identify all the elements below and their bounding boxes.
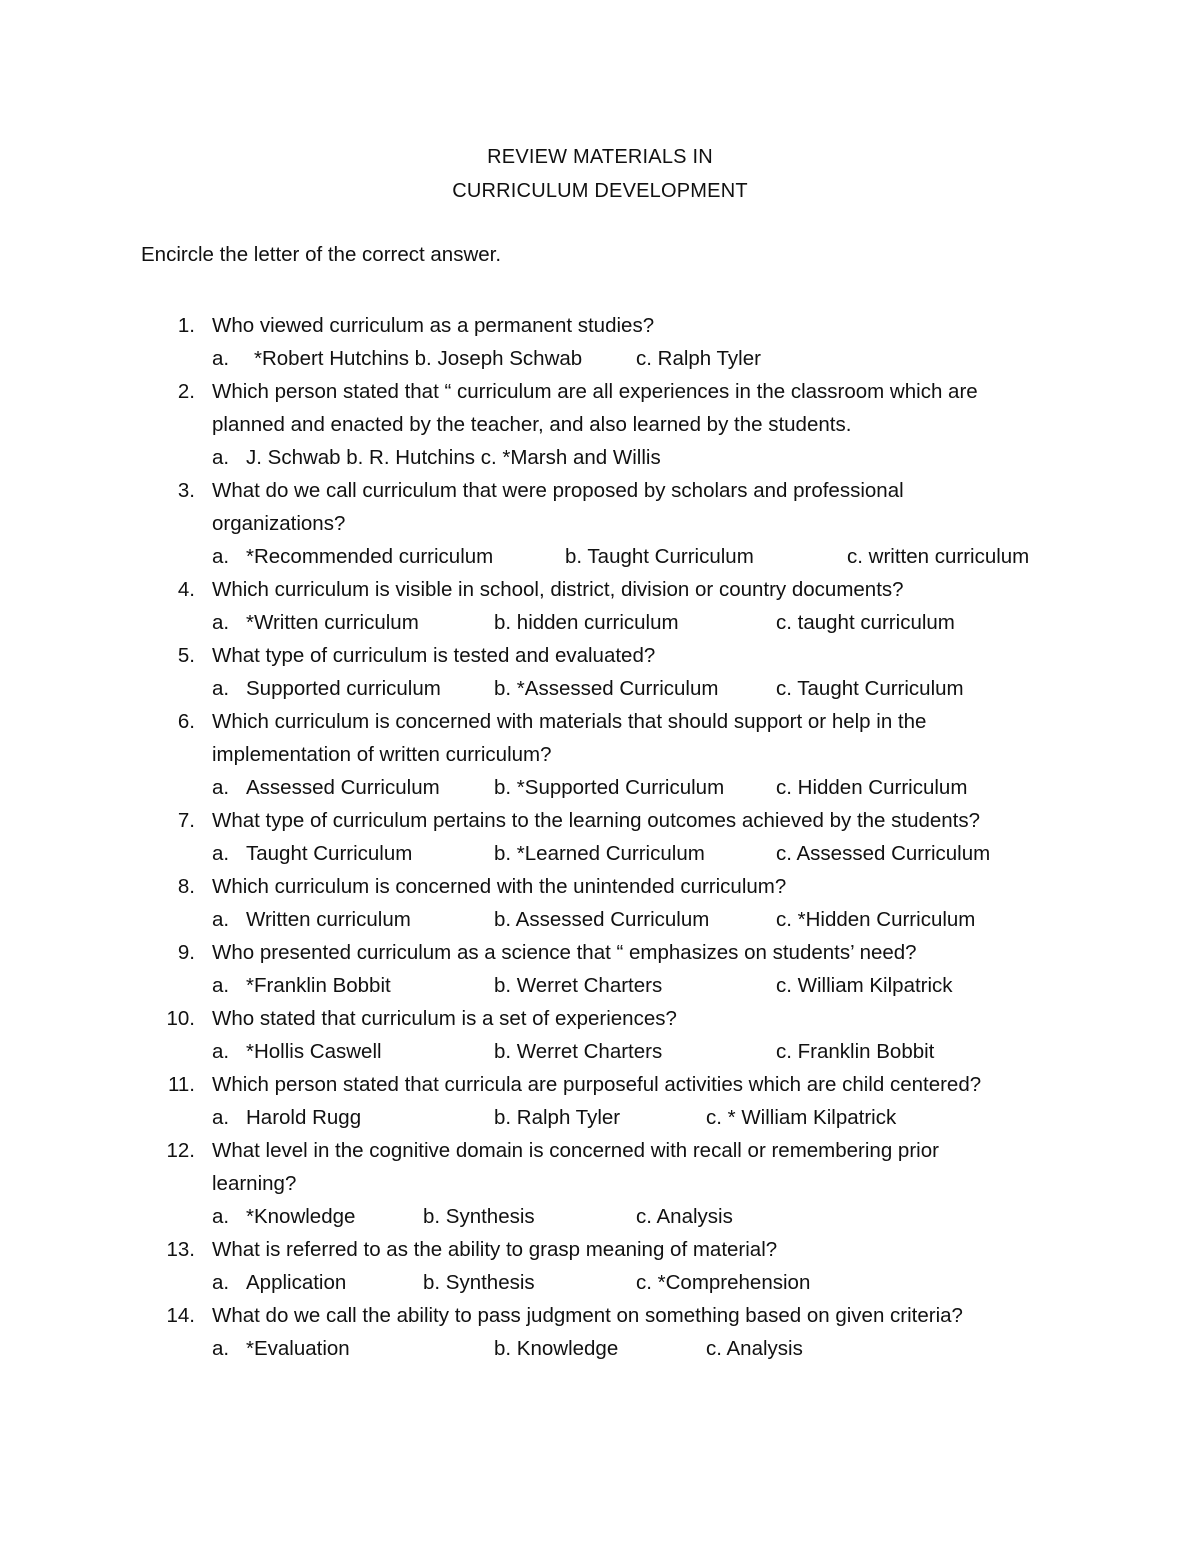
answer-option: *Knowledge — [246, 1205, 356, 1228]
question-line — [0, 573, 1200, 606]
document-title-line-1: REVIEW MATERIALS IN — [487, 146, 713, 168]
answer-option: Application — [246, 1271, 347, 1294]
answer-option: c. Taught Curriculum — [776, 677, 964, 700]
answer-option: c. Ralph Tyler — [636, 347, 761, 370]
answer-option: b. Assessed Curriculum — [494, 908, 710, 931]
answer-option: b. *Assessed Curriculum — [494, 677, 719, 700]
option-letter: a. — [212, 1337, 230, 1360]
answer-option: *Evaluation — [246, 1337, 350, 1360]
answer-option: Taught Curriculum — [246, 842, 413, 865]
answer-option: b. hidden curriculum — [494, 611, 679, 634]
answer-option: b. Synthesis — [423, 1205, 535, 1228]
answer-options-row — [0, 540, 1200, 573]
option-letter: a. — [212, 347, 230, 370]
option-letter: a. — [212, 974, 230, 997]
question-line — [0, 408, 1200, 441]
question-list — [0, 309, 1200, 1365]
answer-options-row — [0, 1035, 1200, 1068]
answer-option: c. taught curriculum — [776, 611, 955, 634]
question-line — [0, 870, 1200, 903]
question-line — [0, 1068, 1200, 1101]
question-line — [0, 474, 1200, 507]
answer-options-row — [0, 1332, 1200, 1365]
answer-options-row — [0, 903, 1200, 936]
question-text: implementation of written curriculum? — [212, 743, 552, 766]
document-title-line-2: CURRICULUM DEVELOPMENT — [452, 180, 748, 202]
answer-option: b. Knowledge — [494, 1337, 619, 1360]
question-line — [0, 705, 1200, 738]
answer-option: *Hollis Caswell — [246, 1040, 382, 1063]
question-number: 8. — [177, 875, 195, 898]
answer-options-row — [0, 441, 1200, 474]
question-number: 5. — [177, 644, 195, 667]
question-number: 11. — [168, 1073, 195, 1096]
question-number: 10. — [166, 1007, 195, 1030]
option-letter: a. — [212, 446, 230, 469]
question-text: What is referred to as the ability to grasp meaning of material? — [212, 1238, 778, 1261]
answer-option: c. Analysis — [706, 1337, 803, 1360]
answer-option: b. Werret Charters — [494, 1040, 663, 1063]
answer-option: c. Franklin Bobbit — [776, 1040, 935, 1063]
answer-option: *Written curriculum — [246, 611, 419, 634]
answer-option: b. Werret Charters — [494, 974, 663, 997]
question-text: planned and enacted by the teacher, and also learned by the students. — [212, 413, 852, 436]
answer-option: J. Schwab b. R. Hutchins c. *Marsh and Willis — [246, 446, 661, 469]
option-letter: a. — [212, 908, 230, 931]
question-text: Which curriculum is visible in school, district, division or country documents? — [212, 578, 904, 601]
answer-option: c. *Hidden Curriculum — [776, 908, 976, 931]
question-line — [0, 639, 1200, 672]
question-text: Who presented curriculum as a science that “ emphasizes on students’ need? — [212, 941, 917, 964]
question-text: Who viewed curriculum as a permanent studies? — [212, 314, 655, 337]
answer-option: *Robert Hutchins b. Joseph Schwab — [254, 347, 583, 370]
answer-option: c. Analysis — [636, 1205, 733, 1228]
option-letter: a. — [212, 611, 230, 634]
answer-options-row — [0, 1266, 1200, 1299]
answer-option: c. Assessed Curriculum — [776, 842, 991, 865]
question-text: What type of curriculum pertains to the learning outcomes achieved by the students? — [212, 809, 981, 832]
answer-options-row — [0, 672, 1200, 705]
question-text: What do we call the ability to pass judgment on something based on given criteria? — [212, 1304, 963, 1327]
answer-option: Written curriculum — [246, 908, 411, 931]
question-number: 7. — [177, 809, 195, 832]
option-letter: a. — [212, 677, 230, 700]
question-text: What type of curriculum is tested and evaluated? — [212, 644, 656, 667]
question-text: What level in the cognitive domain is concerned with recall or remembering prior — [212, 1139, 939, 1162]
option-letter: a. — [212, 545, 230, 568]
answer-option: c. *Comprehension — [636, 1271, 811, 1294]
answer-option: Supported curriculum — [246, 677, 441, 700]
option-letter: a. — [212, 776, 230, 799]
answer-options-row — [0, 771, 1200, 804]
answer-option: b. *Learned Curriculum — [494, 842, 705, 865]
question-number: 6. — [177, 710, 195, 733]
question-line — [0, 936, 1200, 969]
answer-options-row — [0, 1200, 1200, 1233]
answer-option: c. * William Kilpatrick — [706, 1106, 897, 1129]
question-number: 4. — [177, 578, 195, 601]
question-line — [0, 1299, 1200, 1332]
question-text: Which curriculum is concerned with the unintended curriculum? — [212, 875, 787, 898]
answer-options-row — [0, 606, 1200, 639]
question-number: 13. — [166, 1238, 195, 1261]
answer-option: b. *Supported Curriculum — [494, 776, 725, 799]
question-number: 2. — [177, 380, 195, 403]
question-number: 9. — [177, 941, 195, 964]
option-letter: a. — [212, 1205, 230, 1228]
question-line — [0, 1002, 1200, 1035]
question-number: 1. — [177, 314, 195, 337]
instruction-text: Encircle the letter of the correct answer. — [141, 243, 502, 266]
question-number: 3. — [177, 479, 195, 502]
question-number: 12. — [166, 1139, 195, 1162]
question-number: 14. — [166, 1304, 195, 1327]
option-letter: a. — [212, 1040, 230, 1063]
answer-option: Harold Rugg — [246, 1106, 362, 1129]
question-line — [0, 1167, 1200, 1200]
question-line — [0, 804, 1200, 837]
question-text: learning? — [212, 1172, 297, 1195]
question-text: Which person stated that “ curriculum are all experiences in the classroom which are — [212, 380, 978, 403]
answer-option: c. Hidden Curriculum — [776, 776, 968, 799]
answer-option: b. Ralph Tyler — [494, 1106, 621, 1129]
option-letter: a. — [212, 842, 230, 865]
question-text: Which person stated that curricula are purposeful activities which are child centered? — [212, 1073, 982, 1096]
question-text: organizations? — [212, 512, 346, 535]
question-line — [0, 1233, 1200, 1266]
answer-option: Assessed Curriculum — [246, 776, 440, 799]
question-line — [0, 375, 1200, 408]
answer-option: *Franklin Bobbit — [246, 974, 391, 997]
question-line — [0, 507, 1200, 540]
answer-options-row — [0, 342, 1200, 375]
question-line — [0, 309, 1200, 342]
answer-options-row — [0, 969, 1200, 1002]
answer-option: c. written curriculum — [847, 545, 1030, 568]
question-line — [0, 1134, 1200, 1167]
answer-option: b. Taught Curriculum — [565, 545, 754, 568]
option-letter: a. — [212, 1106, 230, 1129]
answer-option: b. Synthesis — [423, 1271, 535, 1294]
option-letter: a. — [212, 1271, 230, 1294]
answer-option: c. William Kilpatrick — [776, 974, 953, 997]
question-text: What do we call curriculum that were proposed by scholars and professional — [212, 479, 904, 502]
question-line — [0, 738, 1200, 771]
question-text: Which curriculum is concerned with materials that should support or help in the — [212, 710, 927, 733]
answer-options-row — [0, 1101, 1200, 1134]
answer-option: *Recommended curriculum — [246, 545, 494, 568]
answer-options-row — [0, 837, 1200, 870]
question-text: Who stated that curriculum is a set of experiences? — [212, 1007, 677, 1030]
